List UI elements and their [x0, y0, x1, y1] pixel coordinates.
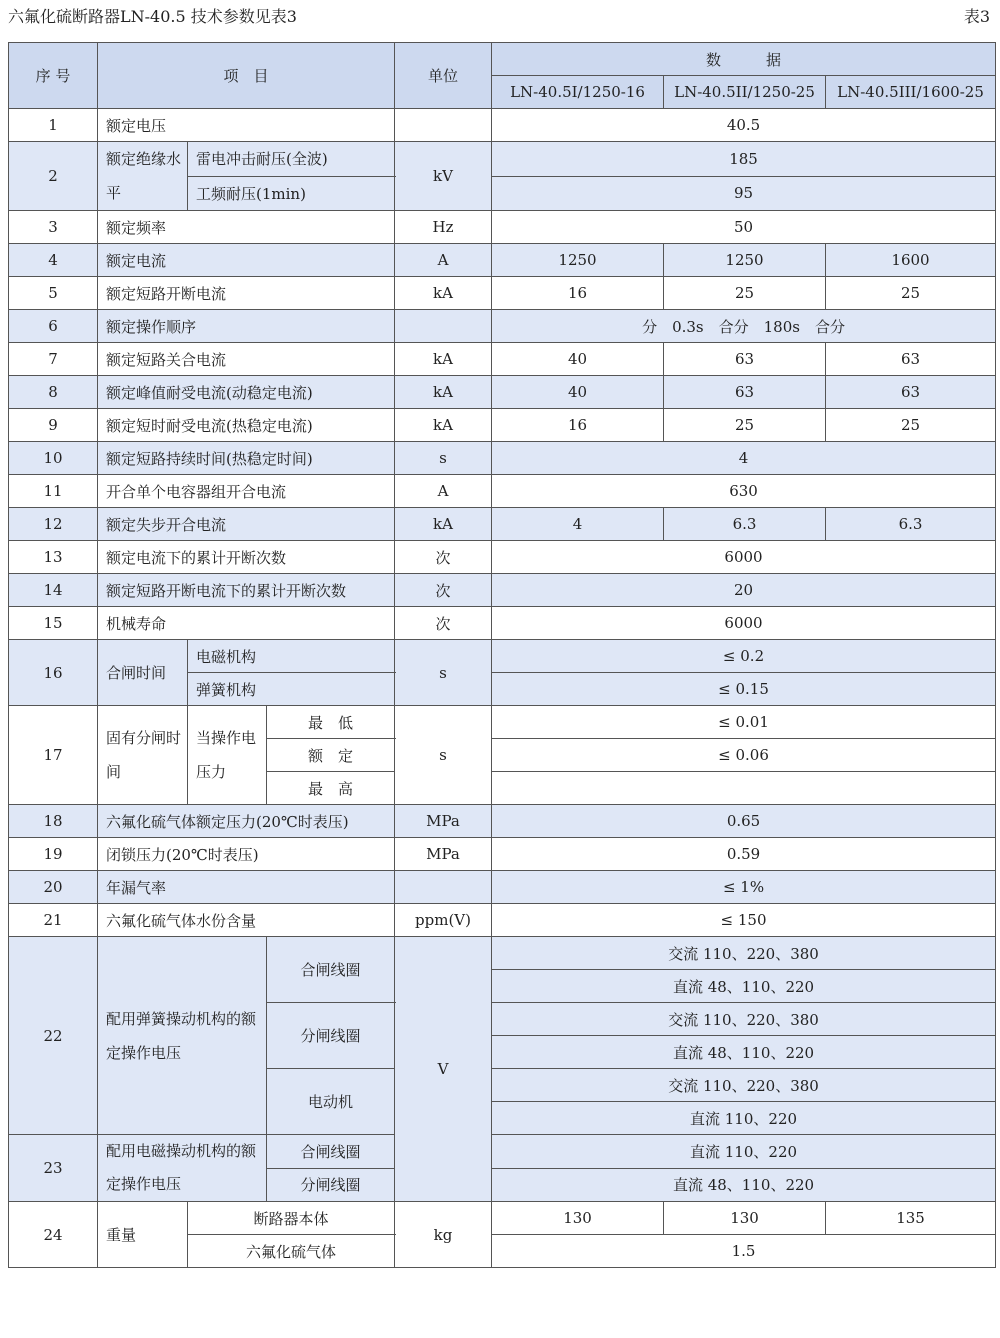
value-cell: 4	[492, 442, 996, 475]
row-number: 8	[9, 376, 98, 409]
value-cell: 交流 110、220、380	[492, 1003, 996, 1036]
unit-cell: s	[395, 706, 492, 805]
item-label: 机械寿命	[98, 607, 395, 640]
row-number: 23	[9, 1135, 98, 1202]
unit-cell: kA	[395, 277, 492, 310]
unit-cell: kA	[395, 343, 492, 376]
unit-cell: kA	[395, 508, 492, 541]
value-cell: 直流 48、110、220	[492, 970, 996, 1003]
unit-cell: s	[395, 442, 492, 475]
table-row	[9, 142, 996, 177]
row-number: 18	[9, 805, 98, 838]
unit-cell: MPa	[395, 838, 492, 871]
value-cell: 130	[664, 1202, 826, 1235]
unit-cell: s	[395, 640, 492, 706]
item-label: 配用电磁操动机构的额定操作电压	[98, 1135, 267, 1202]
item-label: 闭锁压力(20℃时表压)	[98, 838, 395, 871]
table-row	[9, 343, 996, 376]
sub-item-label: 最 低	[267, 706, 395, 739]
table-row	[9, 475, 996, 508]
row-number: 6	[9, 310, 98, 343]
row-number: 17	[9, 706, 98, 805]
value-cell: 直流 110、220	[492, 1102, 996, 1135]
table-row	[9, 1135, 996, 1169]
item-label: 额定短路关合电流	[98, 343, 395, 376]
value-cell: 0.59	[492, 838, 996, 871]
unit-cell	[395, 871, 492, 904]
value-cell: 4	[492, 508, 664, 541]
value-cell: ≤ 0.06	[492, 739, 996, 772]
header-model-3: LN-40.5III/1600-25	[826, 76, 996, 109]
value-cell: 63	[664, 376, 826, 409]
unit-cell	[395, 109, 492, 142]
item-label: 额定峰值耐受电流(动稳定电流)	[98, 376, 395, 409]
unit-cell: ppm(V)	[395, 904, 492, 937]
value-cell: 直流 110、220	[492, 1135, 996, 1169]
row-number: 1	[9, 109, 98, 142]
value-cell: 直流 48、110、220	[492, 1168, 996, 1202]
sub-item-label: 弹簧机构	[188, 673, 395, 706]
item-label: 年漏气率	[98, 871, 395, 904]
table-number: 表3	[963, 7, 990, 26]
row-number: 10	[9, 442, 98, 475]
row-number: 13	[9, 541, 98, 574]
unit-cell: kV	[395, 142, 492, 211]
value-cell: 95	[492, 176, 996, 211]
sub-item-label: 合闸线圈	[267, 1135, 395, 1169]
item-label: 额定电流下的累计开断次数	[98, 541, 395, 574]
sub-item-label: 额 定	[267, 739, 395, 772]
item-label: 额定短路开断电流	[98, 277, 395, 310]
table-row	[9, 244, 996, 277]
row-number: 24	[9, 1202, 98, 1268]
unit-cell: 次	[395, 607, 492, 640]
row-number: 16	[9, 640, 98, 706]
item-label: 额定短路开断电流下的累计开断次数	[98, 574, 395, 607]
sub-item-label: 工频耐压(1min)	[188, 176, 395, 211]
row-number: 19	[9, 838, 98, 871]
row-number: 15	[9, 607, 98, 640]
item-label: 额定频率	[98, 211, 395, 244]
value-cell: 交流 110、220、380	[492, 937, 996, 970]
row-number: 22	[9, 937, 98, 1135]
value-cell: 50	[492, 211, 996, 244]
header-seq: 序 号	[9, 43, 98, 109]
row-number: 7	[9, 343, 98, 376]
value-cell: 63	[826, 376, 996, 409]
header-item: 项 目	[98, 43, 395, 109]
table-row	[9, 607, 996, 640]
table-row	[9, 442, 996, 475]
unit-cell: kg	[395, 1202, 492, 1268]
header-model-1: LN-40.5I/1250-16	[492, 76, 664, 109]
value-cell: ≤ 0.2	[492, 640, 996, 673]
value-cell: 63	[826, 343, 996, 376]
item-label: 额定失步开合电流	[98, 508, 395, 541]
value-cell: 40	[492, 376, 664, 409]
item-label: 额定短时耐受电流(热稳定电流)	[98, 409, 395, 442]
item-label: 额定绝缘水平	[98, 142, 188, 211]
value-cell: 40	[492, 343, 664, 376]
sub-item-label: 雷电冲击耐压(全波)	[188, 142, 395, 177]
item-label: 合闸时间	[98, 640, 188, 706]
value-cell: 25	[664, 277, 826, 310]
value-cell: 1250	[492, 244, 664, 277]
sub-item-label: 六氟化硫气体	[188, 1235, 395, 1268]
sub-item-label: 分闸线圈	[267, 1168, 395, 1202]
value-cell: 40.5	[492, 109, 996, 142]
value-cell: 25	[664, 409, 826, 442]
value-cell: 630	[492, 475, 996, 508]
value-cell	[492, 772, 996, 805]
table-row	[9, 376, 996, 409]
value-cell: 16	[492, 409, 664, 442]
value-cell: ≤ 0.01	[492, 706, 996, 739]
item-label: 重量	[98, 1202, 188, 1268]
row-number: 21	[9, 904, 98, 937]
table-row	[9, 805, 996, 838]
value-cell: 1250	[664, 244, 826, 277]
table-row	[9, 211, 996, 244]
header-model-2: LN-40.5II/1250-25	[664, 76, 826, 109]
value-cell: 1.5	[492, 1235, 996, 1268]
table-row	[9, 838, 996, 871]
unit-cell: A	[395, 475, 492, 508]
value-cell: ≤ 150	[492, 904, 996, 937]
unit-cell: kA	[395, 376, 492, 409]
value-cell: ≤ 0.15	[492, 673, 996, 706]
row-number: 11	[9, 475, 98, 508]
sub-item-label: 最 高	[267, 772, 395, 805]
value-cell: 0.65	[492, 805, 996, 838]
value-cell: 交流 110、220、380	[492, 1069, 996, 1102]
table-row	[9, 310, 996, 343]
table-row	[9, 937, 996, 970]
value-cell: 20	[492, 574, 996, 607]
value-cell: 135	[826, 1202, 996, 1235]
table-row	[9, 277, 996, 310]
value-cell: 16	[492, 277, 664, 310]
header-unit: 单位	[395, 43, 492, 109]
value-cell: 6000	[492, 541, 996, 574]
unit-cell: kA	[395, 409, 492, 442]
sub-item-label: 断路器本体	[188, 1202, 395, 1235]
unit-cell: V	[395, 937, 492, 1202]
header-data: 数 据	[492, 43, 996, 76]
item-label: 配用弹簧操动机构的额定操作电压	[98, 937, 267, 1135]
value-cell: 25	[826, 409, 996, 442]
table-row	[9, 574, 996, 607]
table-row	[9, 541, 996, 574]
row-number: 9	[9, 409, 98, 442]
row-number: 5	[9, 277, 98, 310]
page-title: 六氟化硫断路器LN-40.5 技术参数见表3	[8, 7, 297, 26]
item-label: 六氟化硫气体水份含量	[98, 904, 395, 937]
sub-item-label: 当操作电压力	[188, 706, 267, 805]
value-cell: 6000	[492, 607, 996, 640]
item-label: 额定电压	[98, 109, 395, 142]
unit-cell: 次	[395, 541, 492, 574]
sub-item-label: 分闸线圈	[267, 1003, 395, 1069]
item-label: 额定短路持续时间(热稳定时间)	[98, 442, 395, 475]
sub-item-label: 电动机	[267, 1069, 395, 1135]
unit-cell: MPa	[395, 805, 492, 838]
table-row	[9, 871, 996, 904]
table-row	[9, 1202, 996, 1235]
row-number: 12	[9, 508, 98, 541]
row-number: 20	[9, 871, 98, 904]
item-label: 开合单个电容器组开合电流	[98, 475, 395, 508]
value-cell: 6.3	[664, 508, 826, 541]
value-cell: 130	[492, 1202, 664, 1235]
item-label: 额定电流	[98, 244, 395, 277]
value-cell: 25	[826, 277, 996, 310]
value-cell: 分 0.3s 合分 180s 合分	[492, 310, 996, 343]
table-row	[9, 508, 996, 541]
value-cell: 185	[492, 142, 996, 177]
unit-cell: Hz	[395, 211, 492, 244]
unit-cell	[395, 310, 492, 343]
value-cell: 1600	[826, 244, 996, 277]
table-row	[9, 706, 996, 739]
row-number: 2	[9, 142, 98, 211]
unit-cell: A	[395, 244, 492, 277]
unit-cell: 次	[395, 574, 492, 607]
value-cell: 直流 48、110、220	[492, 1036, 996, 1069]
sub-item-label: 电磁机构	[188, 640, 395, 673]
row-number: 14	[9, 574, 98, 607]
item-label: 固有分闸时间	[98, 706, 188, 805]
spec-table	[8, 42, 996, 1268]
row-number: 3	[9, 211, 98, 244]
value-cell: ≤ 1%	[492, 871, 996, 904]
sub-item-label: 合闸线圈	[267, 937, 395, 1003]
table-row	[9, 640, 996, 673]
item-label: 额定操作顺序	[98, 310, 395, 343]
table-row	[9, 409, 996, 442]
value-cell: 6.3	[826, 508, 996, 541]
table-row	[9, 904, 996, 937]
table-row	[9, 109, 996, 142]
value-cell: 63	[664, 343, 826, 376]
item-label: 六氟化硫气体额定压力(20℃时表压)	[98, 805, 395, 838]
row-number: 4	[9, 244, 98, 277]
